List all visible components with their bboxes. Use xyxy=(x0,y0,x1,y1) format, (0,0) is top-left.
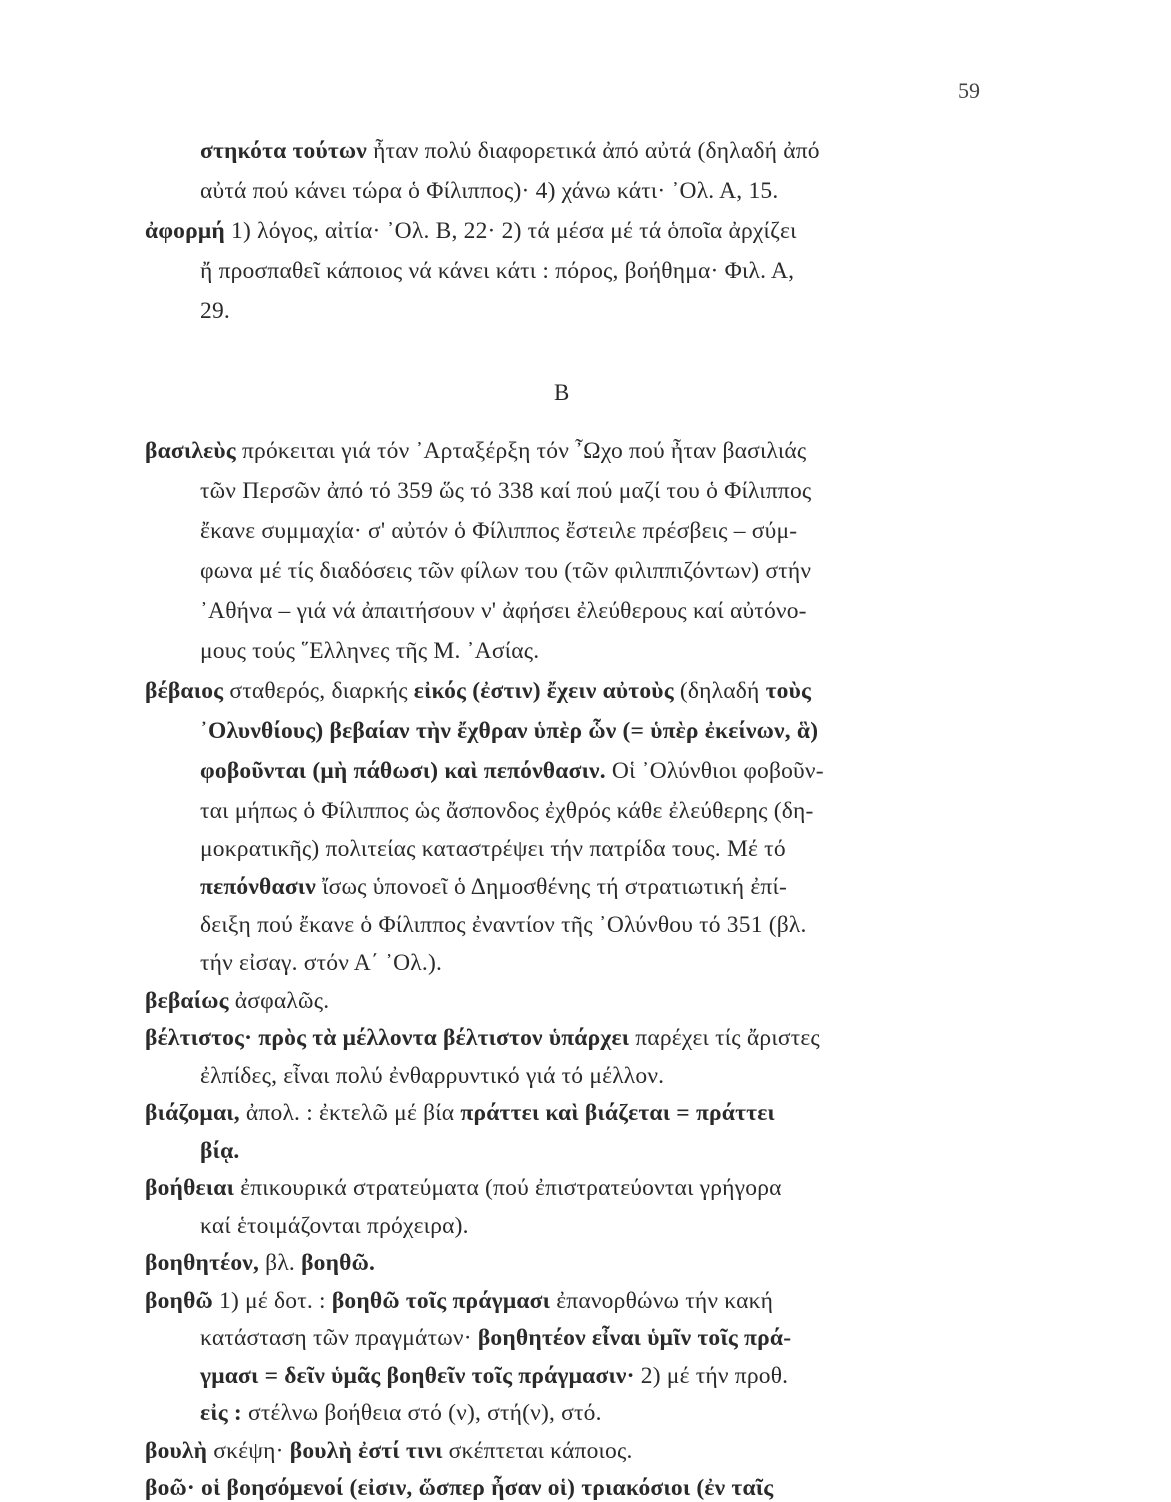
definition-text: παρέχει τίς ἄριστες xyxy=(629,1025,820,1051)
text-line xyxy=(200,718,818,745)
headword: στηκότα τούτων xyxy=(200,138,367,164)
text-line xyxy=(200,138,820,165)
headword: βοήθειαι xyxy=(145,1175,235,1201)
definition-text: στέλνω βοήθεια στό (ν), στή(ν), στό. xyxy=(241,1400,602,1426)
text-line xyxy=(145,1100,775,1127)
text-line xyxy=(145,1475,773,1502)
definition-text: (δηλαδή xyxy=(673,678,766,704)
text-line xyxy=(200,798,814,825)
text-line xyxy=(200,836,786,863)
headword: βουλὴ ἐστί τινι xyxy=(289,1437,443,1464)
text-line xyxy=(145,1288,773,1315)
headword: πεπόνθασιν xyxy=(200,874,316,900)
definition-text: ἴσως ὑπονοεῖ ὁ Δημοσθένης τή στρατιωτική ἐπί- xyxy=(316,874,788,900)
definition-text: ἐλπίδες, εἶναι πολύ ἐνθαρρυντικό γιά τό μέλλον. xyxy=(200,1062,665,1089)
definition-text: σκέψη· xyxy=(207,1437,290,1464)
text-line xyxy=(200,950,442,977)
text-line xyxy=(200,874,787,901)
headword: βιάζομαι, xyxy=(145,1100,240,1126)
text-line xyxy=(200,258,794,285)
headword: βουλὴ xyxy=(145,1437,208,1464)
section-heading: Β xyxy=(554,380,570,405)
definition-text: ἀσφαλῶς. xyxy=(228,987,330,1014)
text-line xyxy=(145,1250,375,1277)
definition-text: ᾿Αθήνα – γιά νά ἀπαιτήσουν ν' ἀφήσει ἐλεύθερους καί αὐτόνο- xyxy=(200,598,807,624)
headword: εἰκός (ἐστιν) ἔχειν αὐτοὺς xyxy=(413,678,674,704)
definition-text: σκέπτεται κάποιος. xyxy=(442,1437,633,1464)
text-line xyxy=(200,178,778,205)
text-line xyxy=(200,1363,788,1390)
headword: ἀφορμή xyxy=(145,218,225,244)
definition-text: ἔκανε συμμαχία· σ' αὐτόν ὁ Φίλιππος ἔστειλε πρέσβεις – σύμ- xyxy=(200,518,798,544)
headword: γμασι = δεῖν ὑμᾶς βοηθεῖν τοῖς πράγμασιν· xyxy=(200,1362,635,1389)
definition-text: σταθερός, διαρκής xyxy=(223,678,414,704)
definition-text: φωνα μέ τίς διαδόσεις τῶν φίλων του (τῶν φιλιππιζόντων) στήν xyxy=(200,558,812,584)
definition-text: κατάσταση τῶν πραγμάτων· xyxy=(200,1325,478,1351)
headword: βοηθητέον εἶναι ὑμῖν τοῖς πρά- xyxy=(477,1325,792,1351)
text-line xyxy=(200,638,539,665)
text-line xyxy=(200,1400,602,1427)
text-line xyxy=(145,988,329,1015)
definition-text: 29. xyxy=(200,298,230,324)
headword: βοηθῶ τοῖς πράγμασι xyxy=(331,1287,551,1314)
definition-text: μοκρατικῆς) πολιτείας καταστρέψει τήν πατρίδα τους. Μέ τό xyxy=(200,836,786,862)
text-line xyxy=(200,298,230,325)
definition-text: μους τούς ῞Ελληνες τῆς Μ. ᾿Ασίας. xyxy=(200,638,540,664)
text-line xyxy=(200,1063,664,1090)
definition-text: Οἱ ᾿Ολύνθιοι φοβοῦν- xyxy=(605,758,824,784)
text-line xyxy=(145,438,806,465)
definition-text: αὐτά πού κάνει τώρα ὁ Φίλιππος)· 4) χάνω κάτι· ᾿Ολ. Α, 15. xyxy=(200,178,779,204)
text-line xyxy=(200,912,807,939)
text-line xyxy=(145,1025,820,1052)
definition-text: 1) λόγος, αἰτία· ᾿Ολ. Β, 22· 2) τά μέσα μέ τά ὁποῖα ἀρχίζει xyxy=(224,218,797,244)
headword: βοηθητέον, xyxy=(145,1250,260,1276)
headword: βασιλεὺς xyxy=(145,438,236,464)
text-line xyxy=(200,518,797,545)
text-line xyxy=(200,478,811,505)
text-line xyxy=(200,1213,469,1240)
text-line xyxy=(145,1175,782,1202)
definition-text: ἐπανορθώνω τήν κακή xyxy=(550,1287,774,1314)
text-line xyxy=(200,1325,791,1352)
definition-text: ἦταν πολύ διαφορετικά ἀπό αὐτά (δηλαδή ἀπό xyxy=(367,138,820,164)
headword: εἰς : xyxy=(200,1400,242,1426)
text-line xyxy=(145,1438,633,1465)
headword: ᾿Ολυνθίους) βεβαίαν τὴν ἔχθραν ὑπὲρ ὧν (= ὑπὲρ ἐκείνων, ἃ) xyxy=(200,718,819,744)
text-line xyxy=(200,758,824,785)
headword: πράττει καὶ βιάζεται = πράττει xyxy=(460,1100,775,1126)
headword: βίᾳ. xyxy=(200,1137,240,1164)
headword: τοὺς xyxy=(765,678,812,704)
definition-text: τήν εἰσαγ. στόν Α΄ ᾿Ολ.). xyxy=(200,950,443,976)
headword: βοῶ· οἱ βοησόμενοί (εἰσιν, ὥσπερ ἦσαν οἱ) τριακόσιοι (ἐν ταῖς xyxy=(145,1475,774,1501)
definition-text: ἐπικουρικά στρατεύματα (πού ἐπιστρατεύονται γρήγορα xyxy=(234,1175,782,1201)
definition-text: τῶν Περσῶν ἀπό τό 359 ὥς τό 338 καί πού μαζί του ὁ Φίλιππος xyxy=(200,478,812,504)
text-line xyxy=(145,678,811,705)
definition-text: ἤ προσπαθεῖ κάποιος νά κάνει κάτι : πόρος, βοήθημα· Φιλ. Α, xyxy=(200,258,795,284)
definition-text: δειξη πού ἔκανε ὁ Φίλιππος ἐναντίον τῆς ᾿Ολύνθου τό 351 (βλ. xyxy=(200,912,807,938)
headword: βέβαιος xyxy=(145,678,224,704)
text-line xyxy=(200,598,807,625)
headword: βέλτιστος· πρὸς τὰ μέλλοντα βέλτιστον ὑπάρχει xyxy=(145,1025,630,1051)
definition-text: πρόκειται γιά τόν ᾿Αρταξέρξη τόν ῏Ωχο πού ἦταν βασιλιάς xyxy=(235,438,807,464)
headword: βοηθῶ xyxy=(145,1287,213,1314)
headword: φοβοῦνται (μὴ πάθωσι) καὶ πεπόνθασιν. xyxy=(200,758,606,784)
text-line xyxy=(200,1138,239,1165)
page-number: 59 xyxy=(958,78,980,103)
definition-text: ἀπολ. : ἐκτελῶ μέ βία xyxy=(239,1100,461,1126)
headword: βοηθῶ. xyxy=(301,1250,376,1276)
text-line xyxy=(145,218,797,245)
definition-text: 1) μέ δοτ. : xyxy=(212,1287,332,1314)
definition-text: βλ. xyxy=(259,1250,302,1276)
headword: βεβαίως xyxy=(145,987,229,1014)
definition-text: καί ἑτοιμάζονται πρόχειρα). xyxy=(200,1212,469,1239)
text-line xyxy=(200,558,811,585)
definition-text: ται μήπως ὁ Φίλιππος ὡς ἄσπονδος ἐχθρός κάθε ἐλεύθερης (δη- xyxy=(200,798,814,824)
definition-text: 2) μέ τήν προθ. xyxy=(634,1362,789,1389)
